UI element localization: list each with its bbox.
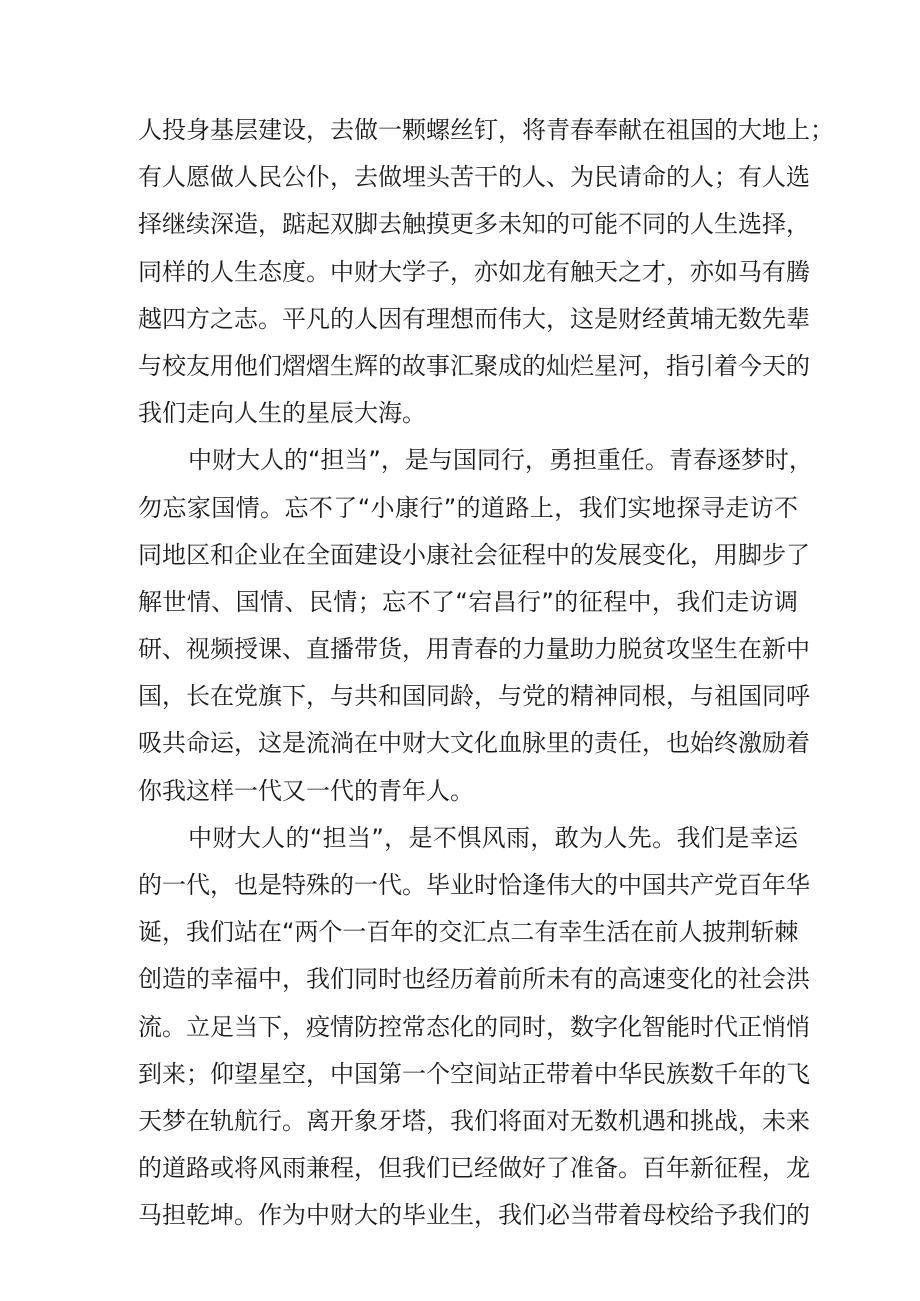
- text-line: 同样的人生态度。中财大学子，亦如龙有触天之才，亦如马有腾: [138, 257, 810, 286]
- text-line: 创造的幸福中，我们同时也经历着前所未有的高速变化的社会洪: [138, 965, 810, 994]
- text-line: 研、视频授课、直播带货，用青春的力量助力脱贫攻坚生在新中: [138, 635, 810, 664]
- text-line: 的道路或将风雨兼程，但我们已经做好了准备。百年新征程，龙: [138, 1154, 810, 1183]
- text-line: 吸共命运，这是流淌在中财大文化血脉里的责任，也始终激励着: [138, 729, 810, 758]
- body-text: [138, 114, 834, 1247]
- text-line: 与校友用他们熠熠生辉的故事汇聚成的灿烂星河，指引着今天的: [138, 351, 810, 380]
- paragraph-1: [138, 114, 834, 444]
- text-line: 有人愿做人民公仆，去做埋头苦干的人、为民请命的人；有人选: [138, 163, 810, 192]
- text-line: 你我这样一代又一代的青年人。: [138, 776, 474, 805]
- text-line: 勿忘家国情。忘不了“小康行”的道路上，我们实地探寻走访不: [138, 493, 798, 522]
- text-line: 国，长在党旗下，与共和国同龄，与党的精神同根，与祖国同呼: [138, 682, 810, 711]
- text-line: 中财大人的“担当”，是不惧风雨，敢为人先。我们是幸运: [188, 823, 798, 852]
- text-line: 天梦在轨航行。离开象牙塔，我们将面对无数机遇和挑战，未来: [138, 1106, 810, 1135]
- text-line: 流。立足当下，疫情防控常态化的同时，数字化智能时代正悄悄: [138, 1012, 810, 1041]
- text-line: 我们走向人生的星辰大海。: [138, 399, 426, 428]
- text-line: 马担乾坤。作为中财大的毕业生，我们必当带着母校给予我们的: [138, 1201, 810, 1230]
- text-line: 择继续深造，踮起双脚去触摸更多未知的可能不同的人生选择，: [138, 210, 810, 239]
- text-line: 的一代，也是特殊的一代。毕业时恰逢伟大的中国共产党百年华: [138, 871, 810, 899]
- text-line: 诞，我们站在“两个一百年的交汇点二有幸生活在前人披荆斩棘: [138, 918, 799, 947]
- paragraph-3: [138, 822, 810, 1247]
- text-line: 到来；仰望星空，中国第一个空间站正带着中华民族数千年的飞: [138, 1059, 810, 1088]
- text-line: 人投身基层建设，去做一颗螺丝钉，将青春奉献在祖国的大地上；: [138, 116, 834, 144]
- paragraph-2: [138, 444, 813, 822]
- text-line: 同地区和企业在全面建设小康社会征程中的发展变化，用脚步了: [138, 540, 810, 569]
- text-line: 解世情、国情、民情；忘不了“宕昌行”的征程中，我们走访调: [138, 587, 798, 616]
- text-line: 中财大人的“担当”，是与国同行，勇担重任。青春逐梦时，: [188, 446, 813, 475]
- text-line: 越四方之志。平凡的人因有理想而伟大，这是财经黄埔无数先辈: [138, 304, 810, 333]
